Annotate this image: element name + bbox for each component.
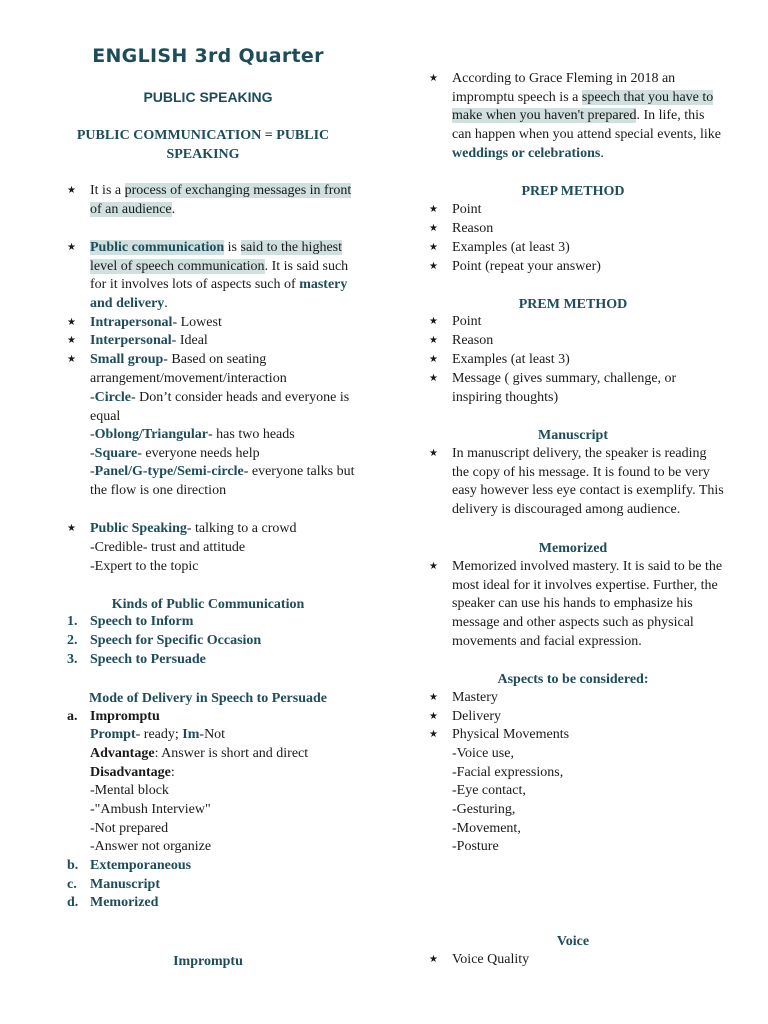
star-bullet-icon: ★ (429, 711, 438, 722)
list-subitem: -Mental block (90, 783, 169, 798)
star-bullet-icon: ★ (67, 335, 76, 346)
section-heading-kinds: Kinds of Public Communication (111, 597, 305, 612)
list-item: ★ Mastery (420, 689, 726, 708)
star-bullet-icon: ★ (67, 354, 76, 365)
list-item: ★ Physical Movements (420, 726, 726, 745)
section-heading-prem: PREM METHOD (518, 297, 628, 312)
list-item: ★ Point (repeat your answer) (420, 258, 726, 277)
star-bullet-icon: ★ (429, 223, 438, 234)
list-subitem: -Expert to the topic (90, 559, 199, 574)
star-bullet-icon: ★ (429, 954, 438, 965)
star-bullet-icon: ★ (429, 373, 438, 384)
list-subitem: -Credible- trust and attitude (90, 540, 246, 555)
disadvantage-line: Disadvantage: (90, 765, 175, 780)
section-heading-aspects: Aspects to be considered: (497, 672, 649, 687)
list-item: ★ Voice Quality (420, 951, 726, 970)
list-item: ★ Intrapersonal- Lowest (58, 314, 358, 333)
section-heading-mode: Mode of Delivery in Speech to Persuade (89, 691, 327, 706)
star-bullet-icon: ★ (429, 561, 438, 572)
star-bullet-icon: ★ (67, 242, 76, 253)
list-item: ★ Examples (at least 3) (420, 351, 726, 370)
list-item: ★ Delivery (420, 708, 726, 727)
list-subitem: -Movement, (452, 821, 521, 836)
list-item: ★ Interpersonal- Ideal (58, 332, 358, 351)
list-subitem: -Posture (452, 839, 499, 854)
seating-circle: -Circle- Don’t consider heads and everyone is equal (90, 390, 350, 424)
list-subitem: -Voice use, (452, 746, 514, 761)
star-bullet-icon: ★ (67, 185, 76, 196)
list-subitem: -Facial expressions, (452, 765, 564, 780)
seating-oblong: -Oblong/Triangular- has two heads (90, 427, 295, 442)
lettered-item: c. Manuscript (67, 877, 160, 892)
section-heading-manuscript: Manuscript (538, 428, 608, 443)
list-item: ★ Reason (420, 332, 726, 351)
list-subitem: -Gesturing, (452, 802, 516, 817)
page-title: ENGLISH 3rd Quarter (92, 45, 324, 67)
list-subitem: -Not prepared (90, 821, 169, 836)
section-heading-prep: PREP METHOD (521, 184, 625, 199)
list-item: ★ In manuscript delivery, the speaker is reading the copy of his message. It is found to be very easy however less eye contact is exemplify. This delivery is discouraged among audience. (429, 446, 724, 518)
prompt-definition: Prompt- ready; Im-Not (90, 727, 226, 742)
numbered-item: 2. Speech for Specific Occasion (67, 633, 262, 648)
star-bullet-icon: ★ (429, 204, 438, 215)
numbered-item: 3. Speech to Persuade (67, 652, 206, 667)
section-heading-public-communication: PUBLIC COMMUNICATION = PUBLIC SPEAKING (76, 128, 330, 162)
star-bullet-icon: ★ (429, 448, 438, 459)
advantage-line: Advantage: Answer is short and direct (90, 746, 309, 761)
list-item: ★ Public communication is said to the highest level of speech communication. It is said such for it involves lots of aspects such of mastery and delivery. (67, 240, 349, 312)
list-item: ★ Message ( gives summary, challenge, or inspiring thoughts) (429, 371, 677, 405)
star-bullet-icon: ★ (67, 317, 76, 328)
list-item: ★ Point (420, 313, 726, 332)
section-heading-impromptu: Impromptu (173, 954, 243, 969)
list-item: ★ Point (420, 201, 726, 220)
star-bullet-icon: ★ (429, 73, 438, 84)
list-item: ★ Examples (at least 3) (420, 239, 726, 258)
section-heading-memorized: Memorized (538, 541, 608, 556)
star-bullet-icon: ★ (67, 523, 76, 534)
star-bullet-icon: ★ (429, 242, 438, 253)
page-subtitle: PUBLIC SPEAKING (143, 89, 273, 105)
lettered-item: b. Extemporaneous (67, 858, 192, 873)
list-item: ★ Reason (420, 220, 726, 239)
list-subitem: -Eye contact, (452, 783, 526, 798)
section-heading-voice: Voice (556, 934, 590, 949)
lettered-item: a. Impromptu (67, 709, 160, 724)
list-item: ★ Public Speaking- talking to a crowd (58, 520, 358, 539)
list-item: ★ It is a process of exchanging messages in front of an audience. (67, 183, 352, 217)
list-subitem: -"Ambush Interview" (90, 802, 211, 817)
numbered-item: 1. Speech to Inform (67, 614, 194, 629)
lettered-item: d. Memorized (67, 895, 159, 910)
star-bullet-icon: ★ (429, 729, 438, 740)
list-item: ★ Memorized involved mastery. It is said to be the most ideal for it involves expertise. Further, the speaker can use his hands to emphasize his message and other aspects such as physical movements and facial expression. (429, 559, 723, 649)
list-item: ★ According to Grace Fleming in 2018 an impromptu speech is a speech that you have to make when you haven't prepared. In life, this can happen when you attend special events, like weddings or celebrations. (429, 71, 722, 161)
list-subitem: -Answer not organize (90, 839, 212, 854)
list-item: ★ Small group- Based on seating arrangement/movement/interaction (67, 352, 287, 386)
star-bullet-icon: ★ (429, 354, 438, 365)
seating-square: -Square- everyone needs help (90, 446, 260, 461)
star-bullet-icon: ★ (429, 261, 438, 272)
seating-panel: -Panel/G-type/Semi-circle- everyone talks but the flow is one direction (90, 464, 355, 498)
star-bullet-icon: ★ (429, 316, 438, 327)
star-bullet-icon: ★ (429, 335, 438, 346)
star-bullet-icon: ★ (429, 692, 438, 703)
